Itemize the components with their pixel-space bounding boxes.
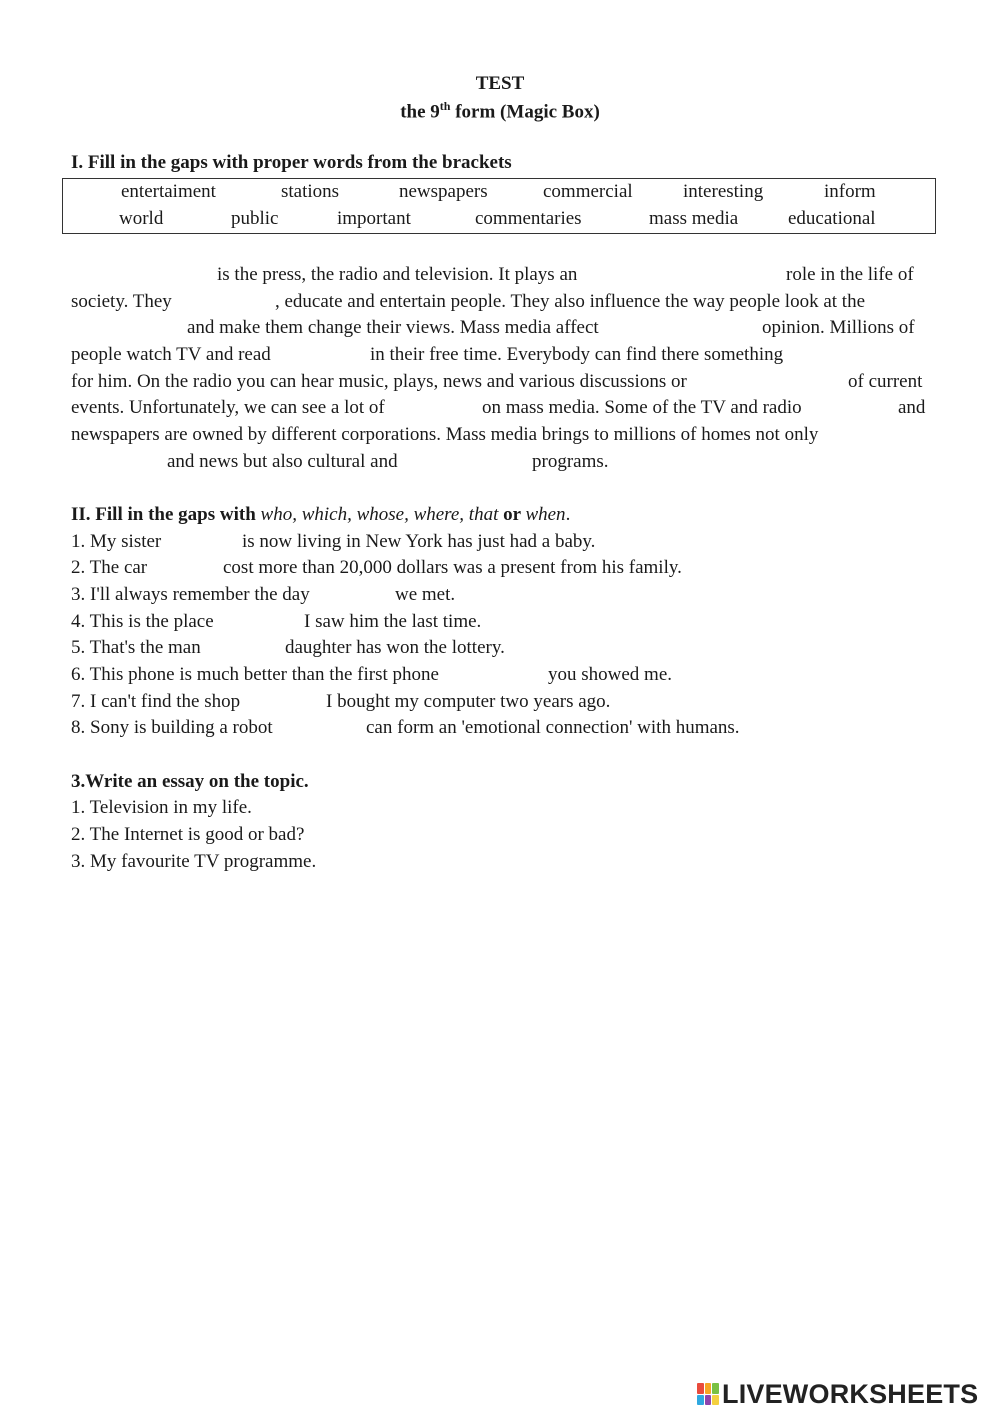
paragraph-text: in their free time. Everybody can find there something: [370, 344, 784, 365]
subtitle-text-end: form (Magic Box): [450, 101, 600, 123]
list-item: 2. The car: [71, 557, 148, 578]
logo-square: [712, 1383, 719, 1394]
answer-gap[interactable]: [172, 531, 236, 553]
paragraph-text: events. Unfortunately, we can see a lot of: [71, 397, 385, 418]
paragraph-text: for him. On the radio you can hear music, plays, news and various discussions or: [71, 371, 687, 392]
answer-gap[interactable]: [228, 611, 298, 633]
answer-gap[interactable]: [466, 664, 542, 686]
paragraph-text: opinion. Millions of: [762, 317, 915, 338]
essay-topic: 3. My favourite TV programme.: [71, 851, 317, 872]
answer-gap[interactable]: [186, 291, 272, 313]
logo-square: [705, 1383, 712, 1394]
list-item: 6. This phone is much better than the first phone: [71, 664, 439, 685]
answer-gap[interactable]: [71, 264, 211, 286]
paragraph-text: , educate and entertain people. They also influence the way people look at the: [275, 291, 866, 312]
list-item-text: daughter has won the lottery.: [285, 637, 505, 658]
list-item-text: I bought my computer two years ago.: [326, 691, 611, 712]
word-bank-item: newspapers: [399, 181, 488, 202]
list-item-text: can form an 'emotional connection' with humans.: [366, 717, 740, 738]
logo-text: LIVEWORKSHEETS: [722, 1378, 979, 1409]
liveworksheets-logo-icon: [697, 1383, 719, 1405]
paragraph-text: programs.: [532, 451, 609, 472]
list-item: 7. I can't find the shop: [71, 691, 241, 712]
answer-gap[interactable]: [71, 451, 161, 473]
list-item-text: is now living in New York has just had a baby.: [242, 531, 596, 552]
logo-square: [697, 1395, 704, 1406]
list-item-text: cost more than 20,000 dollars was a present from his family.: [223, 557, 682, 578]
paragraph-text: and news but also cultural and: [167, 451, 398, 472]
subtitle-superscript: th: [439, 99, 451, 113]
answer-gap[interactable]: [158, 557, 218, 579]
word-bank-item: stations: [281, 181, 340, 202]
paragraph-text: and: [898, 397, 926, 418]
answer-gap[interactable]: [214, 637, 280, 659]
answer-gap[interactable]: [634, 264, 780, 286]
answer-gap[interactable]: [256, 691, 320, 713]
paragraph-text: is the press, the radio and television. It plays an: [217, 264, 578, 285]
section2-heading: II. Fill in the gaps with who, which, whose, where, that or when.: [71, 504, 571, 525]
paragraph-text: of current: [848, 371, 923, 392]
word-bank-item: interesting: [683, 181, 764, 202]
essay-topic: 1. Television in my life.: [71, 797, 252, 818]
page-subtitle: [0, 99, 1000, 123]
list-item: 8. Sony is building a robot: [71, 717, 273, 738]
section1-heading: I. Fill in the gaps with proper words from the brackets: [71, 152, 512, 173]
logo-square: [697, 1383, 704, 1394]
word-bank-item: important: [337, 208, 411, 229]
word-bank-item: inform: [824, 181, 876, 202]
word-bank-box: [62, 178, 936, 234]
paragraph-text: newspapers are owned by different corporations. Mass media brings to millions of homes not only: [71, 424, 819, 445]
word-bank-item: educational: [788, 208, 876, 229]
list-item: 1. My sister: [71, 531, 162, 552]
list-item-text: we met.: [395, 584, 456, 605]
list-item-text: I saw him the last time.: [304, 611, 482, 632]
word-bank-item: public: [231, 208, 279, 229]
section3-heading: 3.Write an essay on the topic.: [71, 771, 309, 792]
word-bank-item: commentaries: [475, 208, 582, 229]
logo-square: [705, 1395, 712, 1406]
list-item: 4. This is the place: [71, 611, 214, 632]
paragraph-text: and make them change their views. Mass media affect: [187, 317, 599, 338]
paragraph-text: society. They: [71, 291, 172, 312]
subtitle-text: the 9: [400, 101, 440, 123]
answer-gap[interactable]: [416, 451, 526, 473]
list-item-text: you showed me.: [548, 664, 673, 685]
page-title: TEST: [475, 73, 525, 94]
word-bank-item: mass media: [649, 208, 739, 229]
answer-gap[interactable]: [410, 397, 476, 419]
word-bank-item: world: [119, 208, 164, 229]
answer-gap[interactable]: [330, 584, 390, 606]
answer-gap[interactable]: [812, 344, 922, 366]
paragraph-text: on mass media. Some of the TV and radio: [482, 397, 802, 418]
list-item: 3. I'll always remember the day: [71, 584, 310, 605]
answer-gap[interactable]: [288, 344, 364, 366]
essay-topic: 2. The Internet is good or bad?: [71, 824, 305, 845]
answer-gap[interactable]: [646, 317, 756, 339]
paragraph-text: role in the life of: [786, 264, 914, 285]
answer-gap[interactable]: [826, 397, 892, 419]
word-bank-item: entertaiment: [121, 181, 216, 202]
paragraph-text: people watch TV and read: [71, 344, 271, 365]
answer-gap[interactable]: [290, 717, 360, 739]
liveworksheets-logo: [697, 1378, 978, 1410]
logo-square: [712, 1395, 719, 1406]
answer-gap[interactable]: [71, 317, 181, 339]
list-item: 5. That's the man: [71, 637, 201, 658]
answer-gap[interactable]: [736, 371, 842, 393]
word-bank-item: commercial: [543, 181, 633, 202]
